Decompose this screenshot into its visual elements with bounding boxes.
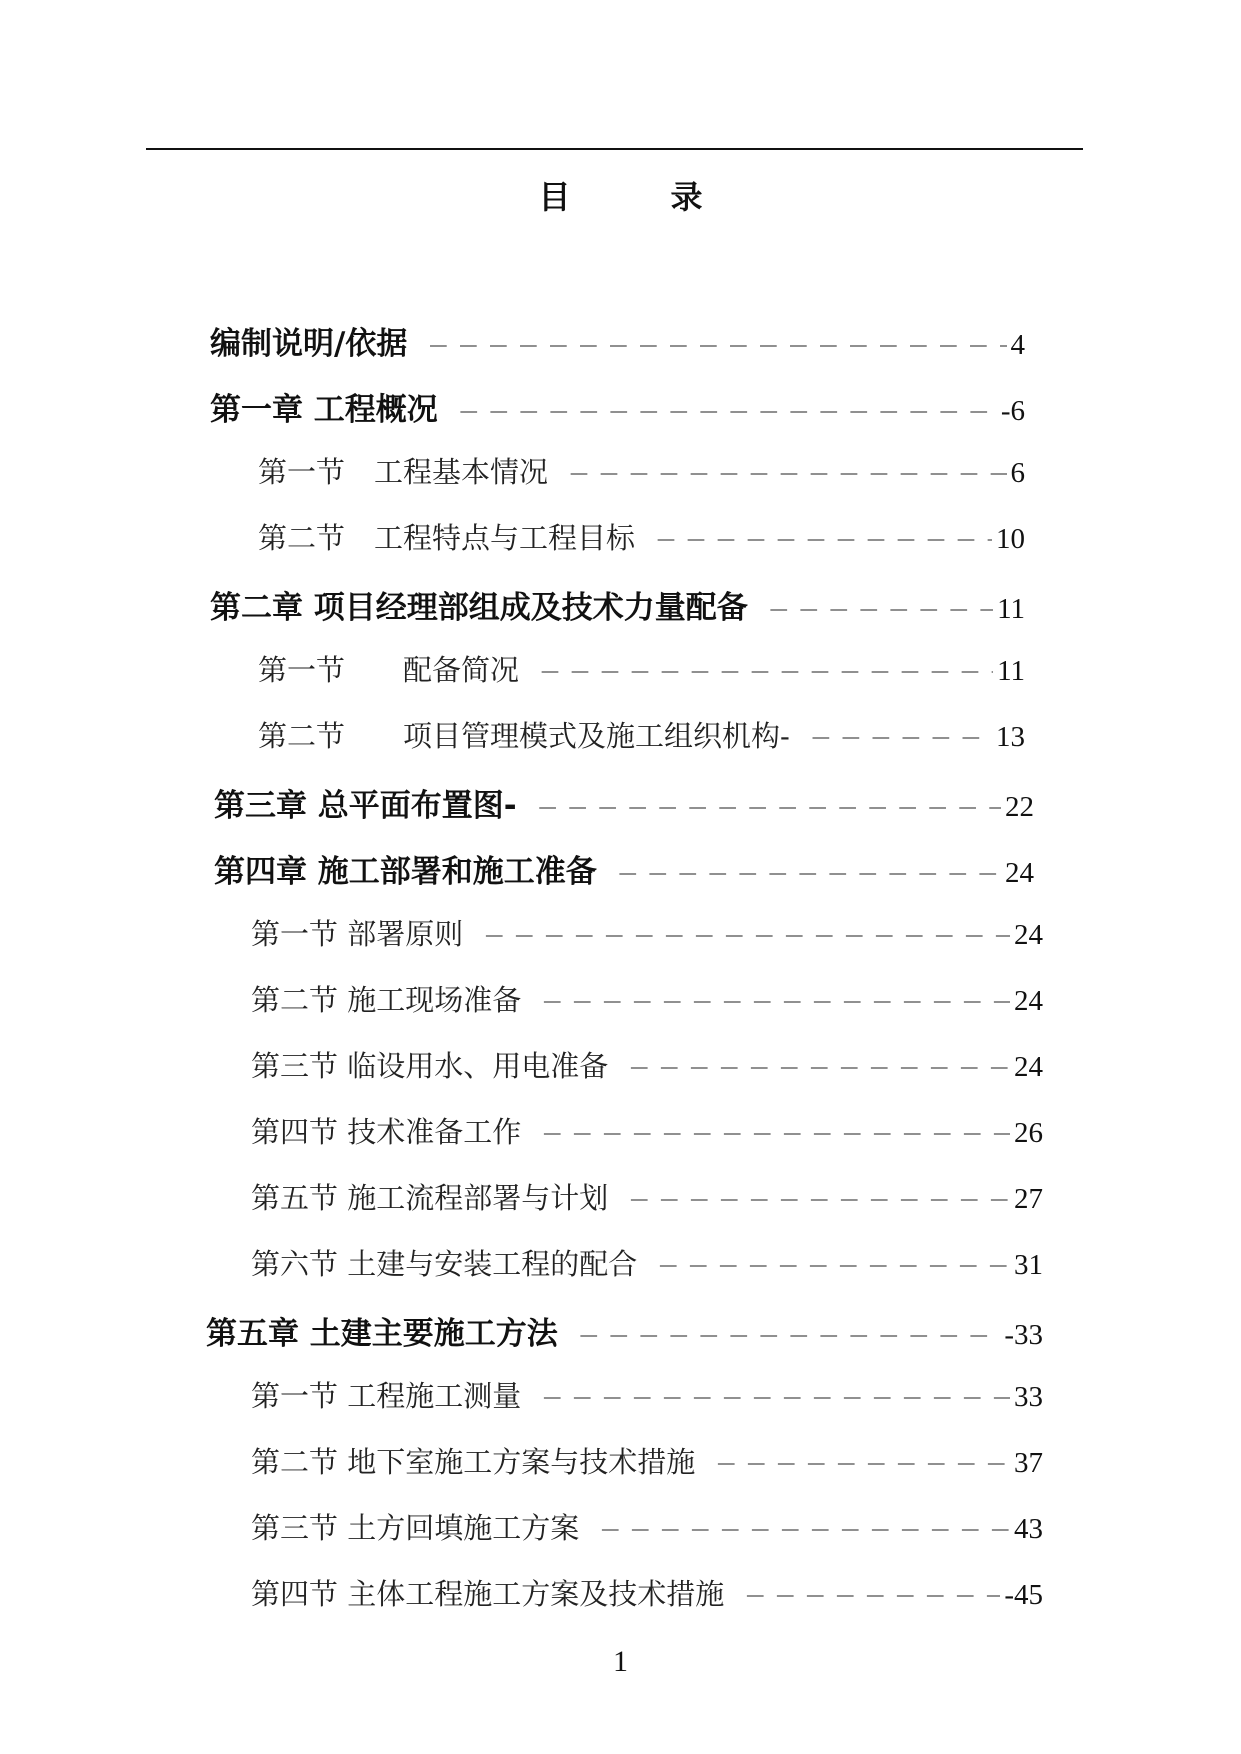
toc-entry-page: 4 <box>1010 329 1025 361</box>
dot-leader <box>483 920 1010 951</box>
toc-entry-chapter-2[interactable] <box>210 582 1025 627</box>
toc-entry-label: 第五节 施工流程部署与计划 <box>251 1181 609 1215</box>
toc-title: 目 录 <box>538 178 737 216</box>
page-number: 1 <box>613 1645 628 1678</box>
toc-entry-section[interactable] <box>258 450 1025 491</box>
toc-entry-section[interactable] <box>251 1440 1043 1481</box>
toc-entry-page: 11 <box>997 593 1025 625</box>
dot-leader <box>768 594 993 625</box>
toc-entry-label: 第二节 地下室施工方案与技术措施 <box>251 1445 696 1479</box>
toc-entry-label: 第一节 工程基本情况 <box>258 455 549 489</box>
toc-entry-section[interactable] <box>251 1176 1043 1217</box>
toc-entry-page: 37 <box>1014 1447 1043 1479</box>
toc-entry-chapter-4[interactable] <box>214 846 1034 891</box>
dot-leader <box>810 722 992 753</box>
toc-entry-label: 第三章 总平面布置图- <box>214 788 517 824</box>
toc-entry-page: 13 <box>996 721 1025 753</box>
toc-entry-page: 24 <box>1014 1051 1043 1083</box>
dot-leader <box>715 1448 1010 1479</box>
toc-entry-label: 第三节 土方回填施工方案 <box>251 1511 580 1545</box>
toc-entry-section[interactable] <box>251 1572 1043 1613</box>
toc-entry-page: 24 <box>1005 857 1034 889</box>
toc-entry-page: 26 <box>1014 1117 1043 1149</box>
toc-entry-page: -33 <box>1004 1319 1043 1351</box>
toc-entry-page: 11 <box>997 655 1025 687</box>
toc-entry-section[interactable] <box>251 1044 1043 1085</box>
toc-entry-page: 27 <box>1014 1183 1043 1215</box>
toc-entry-section[interactable] <box>258 516 1025 557</box>
toc-entry-label: 第四章 施工部署和施工准备 <box>214 854 597 890</box>
toc-entry-label: 第三节 临设用水、用电准备 <box>251 1049 609 1083</box>
dot-leader <box>599 1514 1010 1545</box>
toc-entry-section[interactable] <box>251 912 1043 953</box>
dot-leader <box>578 1320 1001 1351</box>
dot-leader <box>539 656 993 687</box>
toc-entry-section[interactable] <box>251 978 1043 1019</box>
dot-leader <box>541 1382 1010 1413</box>
toc-entry-label: 第五章 土建主要施工方法 <box>206 1316 558 1352</box>
toc-entry-label: 第四节 技术准备工作 <box>251 1115 522 1149</box>
dot-leader <box>541 1118 1010 1149</box>
dot-leader <box>541 986 1010 1017</box>
toc-entry-page: 33 <box>1014 1381 1043 1413</box>
toc-entry-label: 第二章 项目经理部组成及技术力量配备 <box>210 590 748 626</box>
toc-entry-label: 第二节 施工现场准备 <box>251 983 522 1017</box>
dot-leader <box>568 458 1006 489</box>
dot-leader <box>655 524 992 555</box>
toc-entry-page: 10 <box>996 523 1025 555</box>
toc-entry-section[interactable] <box>258 714 1025 755</box>
dot-leader <box>657 1250 1010 1281</box>
dot-leader <box>617 858 1001 889</box>
dot-leader <box>458 396 997 427</box>
toc-entry-section[interactable] <box>251 1110 1043 1151</box>
dot-leader <box>537 792 1001 823</box>
toc-entry-section[interactable] <box>251 1374 1043 1415</box>
toc-entry-label: 编制说明/依据 <box>210 326 408 362</box>
toc-entry-label: 第一节 配备简况 <box>258 653 520 687</box>
toc-entry-page: -45 <box>1004 1579 1043 1611</box>
toc-entry-page: 43 <box>1014 1513 1043 1545</box>
toc-entry-chapter-5[interactable] <box>206 1308 1043 1353</box>
toc-entry-label: 第二节 工程特点与工程目标 <box>258 521 636 555</box>
toc-entry-label: 第一节 工程施工测量 <box>251 1379 522 1413</box>
toc-entry-page: 24 <box>1014 985 1043 1017</box>
dot-leader <box>427 330 1006 361</box>
dot-leader <box>628 1052 1010 1083</box>
header-rule <box>146 148 1083 150</box>
toc-entry-page: 22 <box>1005 791 1034 823</box>
toc-entry-section[interactable] <box>251 1506 1043 1547</box>
dot-leader <box>744 1580 1000 1611</box>
toc-entry-label: 第六节 土建与安装工程的配合 <box>251 1247 638 1281</box>
dot-leader <box>628 1184 1010 1215</box>
toc-entry-chapter-3[interactable] <box>214 780 1034 825</box>
toc-entry-label: 第四节 主体工程施工方案及技术措施 <box>251 1577 725 1611</box>
toc-entry-page: -6 <box>1000 395 1025 427</box>
toc-entry-section[interactable] <box>251 1242 1043 1283</box>
toc-entry-label: 第一章 工程概况 <box>210 392 438 428</box>
toc-entry-page: 24 <box>1014 919 1043 951</box>
toc-entry-page: 31 <box>1014 1249 1043 1281</box>
toc-entry-section[interactable] <box>258 648 1025 689</box>
toc-entry-chapter-1[interactable] <box>210 384 1025 429</box>
toc-entry-page: 6 <box>1010 457 1025 489</box>
toc-entry-label: 第二节 项目管理模式及施工组织机构- <box>258 719 790 753</box>
toc-entry-label: 第一节 部署原则 <box>251 917 464 951</box>
toc-entry-preface[interactable] <box>210 318 1025 363</box>
